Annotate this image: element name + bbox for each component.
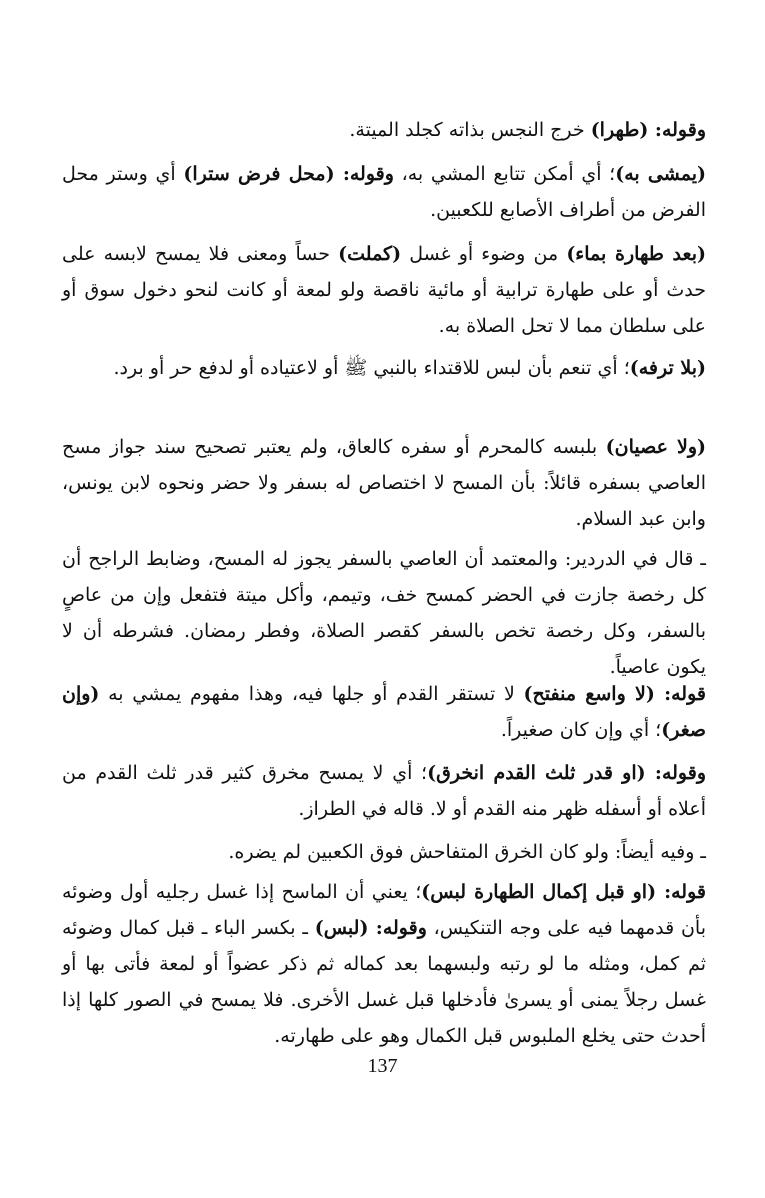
bold-term: (محل فرض سترا) (183, 163, 335, 185)
body-text: حساً ومعنى فلا يمسح لابسه على حدث أو على طهارة ترابية أو مائية ناقصة ولو لمعة أو كانت لنحو دخول سوق أو على سلطان مما لا تحل الصلاة به. (62, 243, 706, 337)
body-text: ـ وفيه أيضاً: ولو كان الخرق المتفاحش فوق الكعبين لم يضره. (228, 841, 706, 863)
body-text: خرج النجس بذاته كجلد الميتة. (349, 119, 591, 141)
body-text: ـ قال في الدردير: والمعتمد أن العاصي بالسفر يجوز له المسح، وضابط الراجح أن كل رخصة جازت في الحضر كمسح خف، وتيمم، وأكل ميتة فتفعل وإن من عاصٍ بالسفر، وكل رخصة تخص بالسفر كقصر الصلاة، وفطر رمضان. فشرطه أن لا يكون عاصياً. (62, 548, 706, 678)
body-text: بلبسه كالمحرم أو سفره كالعاق، ولم يعتبر تصحيح سند جواز مسح العاصي بسفره قائلاً: بأن المسح لا اختصاص له بسفر ولا حضر ونحوه لابن يونس، وابن عبد السلام. (62, 436, 706, 530)
page-number: 137 (367, 1055, 398, 1077)
bold-term: (يمشى به) (615, 163, 706, 185)
paragraph-2 (62, 156, 706, 228)
body-text: ـ بكسر الباء ـ قبل كمال وضوئه ثم كمل، ومثله ما لو رتبه ولبسهما بعد كماله ثم ذكر عضواً أو لمعة فأتى بها أو غسل رجلاً يمنى أو يسرىٰ فأدخلها قبل غسل الأخرى. فلا يمسح في الصور كلها إذا أحدث حتى يخلع الملبوس قبل الكمال وهو على طهارته. (62, 917, 706, 1047)
paragraph-7 (62, 676, 706, 748)
body-text: ؛ أي لا يمسح مخرق كثير قدر ثلث القدم من أعلاه أو أسفله ظهر منه القدم أو لا. قاله في الطراز. (62, 762, 706, 820)
bold-term: (لبس) (314, 917, 369, 939)
bold-term: وقوله: (645, 762, 706, 784)
bold-term: (كملت) (338, 243, 402, 265)
bold-term: (بعد طهارة بماء) (566, 243, 706, 265)
bold-term: وقوله: (334, 163, 394, 185)
paragraph-4 (62, 350, 706, 386)
bold-term: (او قبل إكمال الطهارة لبس) (421, 881, 657, 903)
body-text: ؛ يعني أن الماسح إذا غسل رجليه أول وضوئه بأن قدمهما فيه على وجه التنكيس، (62, 881, 706, 939)
bold-term: وقوله: (368, 917, 427, 939)
bold-term: (لا واسع منفتح) (523, 683, 655, 705)
paragraph-10 (62, 874, 706, 1054)
body-text: أي وستر محل الفرض من أطراف الأصابع للكعبين. (62, 163, 706, 221)
bold-term: (طهرا) (590, 119, 649, 141)
bold-term: قوله: (656, 881, 706, 903)
paragraph-5 (62, 429, 706, 537)
paragraph-6 (62, 541, 706, 685)
paragraph-3 (62, 236, 706, 344)
body-text: ؛ أي تنعم بأن لبس للاقتداء بالنبي ﷺ أو لاعتياده أو لدفع حر أو برد. (113, 357, 630, 379)
bold-term: (بلا ترفه) (629, 357, 706, 379)
bold-term: (ولا عصيان) (605, 436, 706, 458)
body-text: ؛ أي وإن كان صغيراً. (500, 719, 662, 741)
body-text: من وضوء أو غسل (401, 243, 567, 265)
bold-term: (او قدر ثلث القدم انخرق) (427, 762, 646, 784)
bold-term: قوله: (654, 683, 706, 705)
paragraph-9 (62, 834, 706, 870)
body-text: ؛ أي أمكن تتابع المشي به، (393, 163, 616, 185)
paragraph-1 (62, 112, 706, 148)
bold-term: وقوله: (648, 119, 706, 141)
bold-term: (وإن صغر) (62, 683, 706, 741)
body-text: لا تستقر القدم أو جلها فيه، وهذا مفهوم يمشي به (99, 683, 524, 705)
paragraph-8 (62, 755, 706, 827)
